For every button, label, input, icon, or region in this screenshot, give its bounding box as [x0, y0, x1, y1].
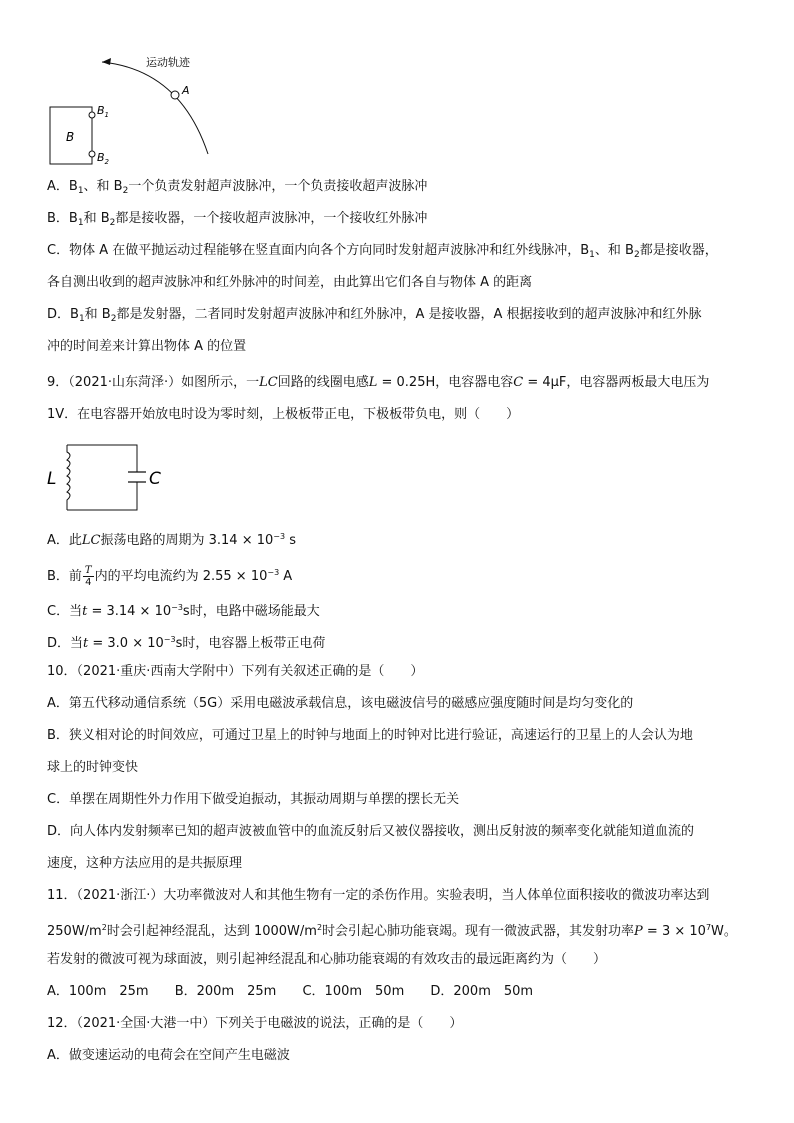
q11-option-a: A．100m 25m	[47, 984, 149, 999]
q11-option-c: C．100m 50m	[302, 984, 405, 999]
b2-sensor	[89, 151, 95, 157]
q10-option-d-continued: 速度，这种方法应用的是共振原理	[47, 856, 243, 871]
inductor-label: L	[47, 469, 57, 489]
b1-label: $B_1$	[97, 104, 110, 119]
q11-option-b: B．200m 25m	[174, 984, 277, 999]
capacitor-label: C	[149, 469, 161, 489]
q12-stem: 12．（2021·全国·大港一中）下列关于电磁波的说法，正确的是（ ）	[47, 1016, 463, 1031]
q11-options	[47, 982, 533, 1002]
trajectory-arrow	[102, 58, 111, 65]
q10-option-d: D．向人体内发射频率已知的超声波被血管中的血流反射后又被仪器接收，测出反射波的频率变化就能知道血流的	[47, 824, 695, 839]
point-a	[171, 91, 179, 99]
q9-stem: 9．（2021·山东菏泽·）如图所示，一LC回路的线圈电感L = 0.25H，电容器电容C = 4μF，电容器两板最大电压为	[47, 375, 710, 390]
q9-option-d: D．当$t = 3.0 \times 10^{-3}s$时，电容器上板带正电荷	[47, 635, 326, 651]
q9-option-c: C．当$t = 3.14 \times 10^{-3}s$时，电路中磁场能最大	[47, 603, 320, 619]
q10-option-b: B．狭义相对论的时间效应，可通过卫星上的时钟与地面上的时钟对比进行验证，高速运行的卫星上的人会认为地	[47, 728, 693, 743]
q10-stem: 10．（2021·重庆·西南大学附中）下列有关叙述正确的是（ ）	[47, 664, 424, 679]
q8-option-d: D．$B_1$和 $B_2$都是发射器，二者同时发射超声波脉冲和红外脉冲，A 是接收器，A 根据接收到的超声波脉冲和红外脉	[47, 307, 702, 324]
point-a-label: A	[182, 84, 190, 97]
circuit-wire	[67, 445, 137, 510]
b1-sensor	[89, 112, 95, 118]
q10-option-c: C．单摆在周期性外力作用下做受迫振动，其振动周期与单摆的摆长无关	[47, 792, 460, 807]
q10-option-b-continued: 球上的时钟变快	[47, 760, 139, 775]
q11-stem-line3: 若发射的微波可视为球面波，则引起神经混乱和心肺功能衰竭的有效攻击的最远距离约为（ ）	[47, 952, 607, 967]
inductor-coil	[67, 445, 70, 510]
trajectory-label: 运动轨迹	[146, 56, 190, 69]
q9-option-b: B．前 $\frac{T}{4}$ 内的平均电流约为 $2.55 \times 10^{-3}$ A	[47, 565, 293, 588]
q12-option-a: A．做变速运动的电荷会在空间产生电磁波	[47, 1048, 290, 1063]
b2-label: $B_2$	[97, 151, 110, 166]
q8-option-a: A．$B_1$、和 $B_2$一个负责发射超声波脉冲，一个负责接收超声波脉冲	[47, 179, 428, 196]
q8-option-b: B．$B_1$和 $B_2$都是接收器，一个接收超声波脉冲，一个接收红外脉冲	[47, 211, 428, 228]
q9-option-a: A．此LC振荡电路的周期为 $3.14 \times 10^{-3}$ s	[47, 532, 296, 548]
q11-stem: 11．（2021·浙江·）大功率微波对人和其他生物有一定的杀伤作用。实验表明，当人体单位面积接收的微波功率达到	[47, 888, 710, 903]
trajectory-figure	[40, 50, 240, 170]
q10-option-a: A．第五代移动通信系统（5G）采用电磁波承载信息，该电磁波信号的磁感应强度随时间是均匀变化的	[47, 696, 634, 711]
box-label: B	[66, 130, 75, 144]
q8-option-c: C．物体 A 在做平抛运动过程能够在竖直面内向各个方向同时发射超声波脉冲和红外线脉冲，$B_1$、和 $B_2$都是接收器，	[47, 243, 718, 260]
trajectory-curve	[102, 62, 208, 154]
fraction-t-over-4: $\frac{T}{4}$	[84, 565, 92, 588]
lc-circuit-figure	[45, 440, 175, 515]
q11-stem-line2: $250W/m^2$时会引起神经混乱，达到 $1000W/m^2$时会引起心肺功能衰竭。现有一微波武器，其发射功率$P = 3 \times 10^7W$。	[47, 923, 737, 939]
q8-option-c-continued: 各自测出收到的超声波脉冲和红外脉冲的时间差，由此算出它们各自与物体 A 的距离	[47, 275, 533, 290]
q9-stem-continued: 1V．在电容器开始放电时设为零时刻，上极板带正电，下极板带负电，则（ ）	[47, 407, 520, 422]
q8-option-d-continued: 冲的时间差来计算出物体 A 的位置	[47, 339, 247, 354]
q11-option-d: D．200m 50m	[430, 984, 534, 999]
